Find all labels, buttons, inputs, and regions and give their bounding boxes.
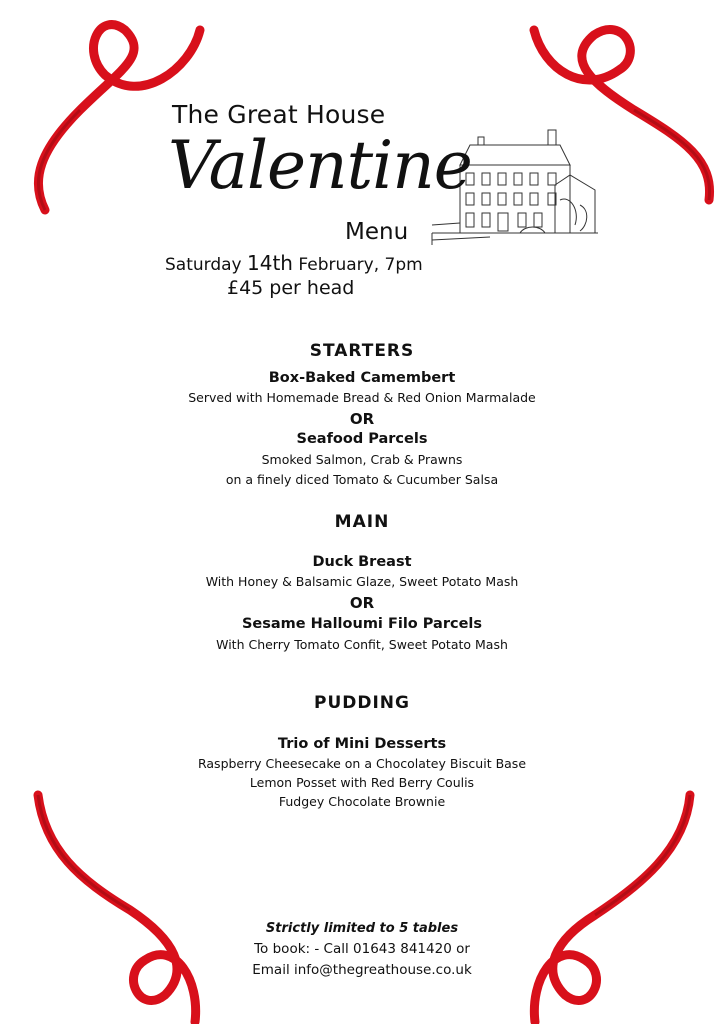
price: £45 per head: [227, 277, 355, 299]
pudding-heading: PUDDING: [314, 693, 410, 713]
starter-dish-2-name: Seafood Parcels: [296, 431, 428, 447]
booking-limit: Strictly limited to 5 tables: [265, 921, 459, 936]
venue-name: The Great House: [172, 100, 386, 129]
pudding-dish-name: Trio of Mini Desserts: [277, 736, 447, 752]
pudding-desc-1: Raspberry Cheesecake on a Chocolatey Biscuit Base: [197, 756, 527, 771]
main-heading: MAIN: [334, 512, 390, 532]
booking-email: Email info@thegreathouse.co.uk: [252, 962, 472, 978]
starter-or: OR: [349, 410, 375, 428]
ribbon-heart-icon: [0, 790, 210, 1024]
date-day: 14th: [247, 251, 293, 275]
page-title: Valentine: [168, 127, 472, 204]
date-prefix: Saturday: [165, 255, 248, 275]
pudding-desc-2: Lemon Posset with Red Berry Coulis: [249, 775, 475, 790]
ribbon-heart-icon: [520, 790, 724, 1024]
main-dish-1-name: Duck Breast: [312, 554, 412, 570]
page-subtitle: Menu: [345, 219, 409, 245]
starter-dish-2-desc-1: Smoked Salmon, Crab & Prawns: [261, 452, 463, 467]
booking-phone: To book: - Call 01643 841420 or: [254, 941, 470, 957]
starter-dish-2-desc-2: on a finely diced Tomato & Cucumber Salsa: [225, 472, 499, 487]
main-dish-1-desc: With Honey & Balsamic Glaze, Sweet Potato Mash: [205, 574, 519, 589]
main-dish-2-name: Sesame Halloumi Filo Parcels: [241, 616, 482, 632]
pudding-desc-3: Fudgey Chocolate Brownie: [278, 794, 446, 809]
starters-heading: STARTERS: [309, 341, 415, 361]
date-suffix: February, 7pm: [292, 255, 423, 275]
main-dish-2-desc: With Cherry Tomato Confit, Sweet Potato Mash: [216, 637, 508, 652]
main-or: OR: [349, 594, 375, 612]
starter-dish-1-name: Box-Baked Camembert: [268, 370, 456, 386]
starter-dish-1-desc: Served with Homemade Bread & Red Onion Marmalade: [188, 390, 536, 405]
event-date: [165, 251, 423, 275]
